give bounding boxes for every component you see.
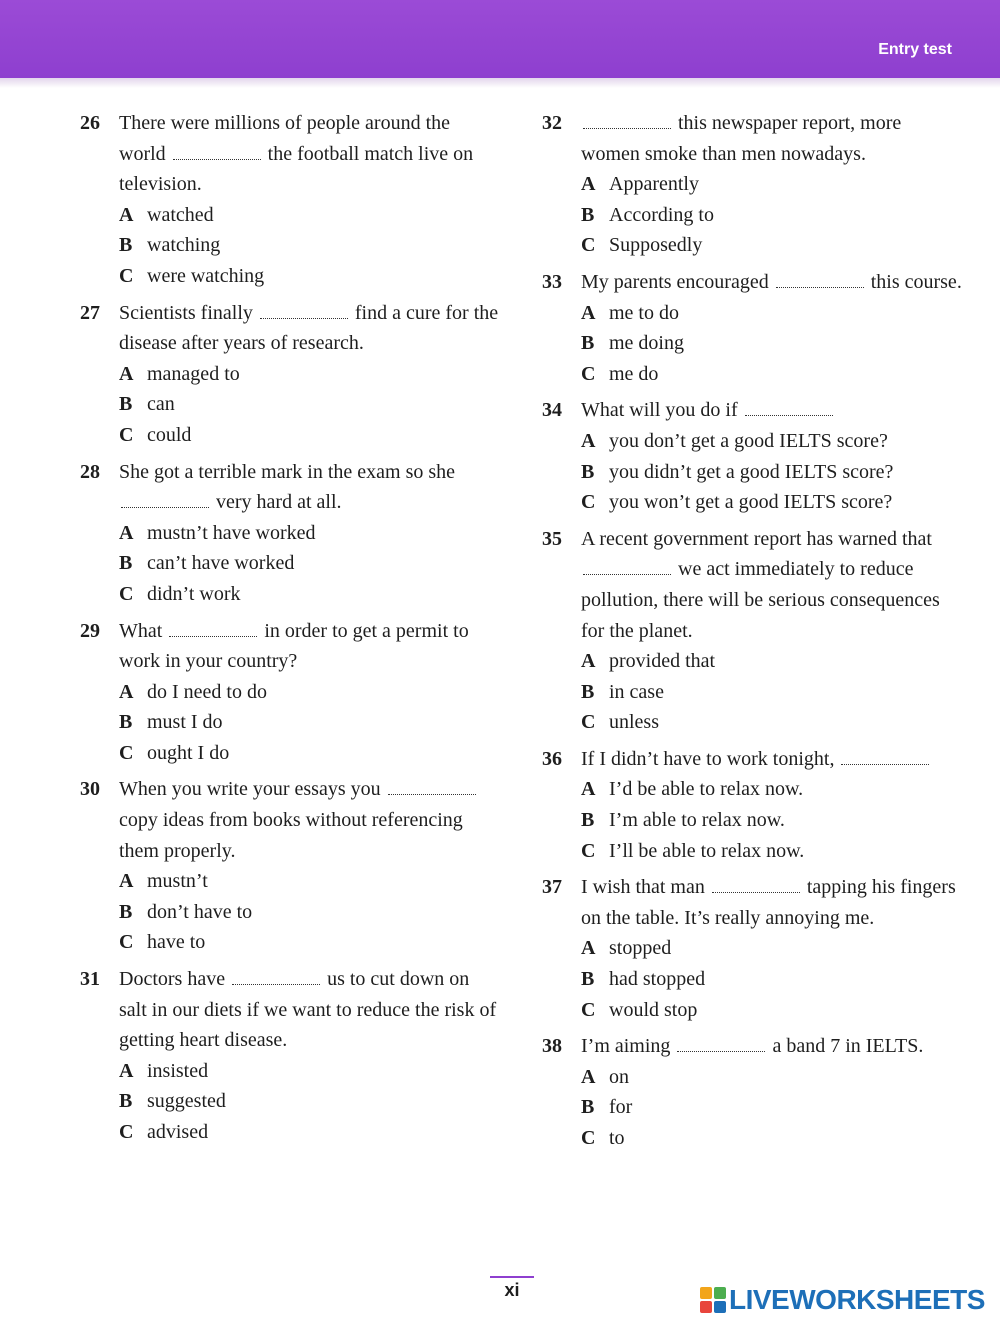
question-text-before: I’m aiming xyxy=(581,1035,671,1058)
answer-option[interactable] xyxy=(542,677,962,708)
page-number: xi xyxy=(490,1276,534,1301)
option-letter: A xyxy=(119,362,134,385)
option-letter: C xyxy=(581,362,596,385)
option-text: me doing xyxy=(609,332,684,355)
question xyxy=(542,395,962,517)
question-text xyxy=(581,524,962,646)
option-text: I’m able to relax now. xyxy=(609,809,785,832)
question-text-before: Scientists finally xyxy=(119,301,253,324)
question-number: 33 xyxy=(542,270,562,293)
answer-option[interactable] xyxy=(542,1123,962,1154)
answer-option[interactable] xyxy=(80,1056,500,1087)
question-text-before: I wish that man xyxy=(581,876,705,899)
question-text-before: When you write your essays you xyxy=(119,778,381,801)
option-letter: C xyxy=(119,741,134,764)
answer-blank[interactable] xyxy=(260,304,348,319)
answer-option[interactable] xyxy=(80,420,500,451)
option-letter: A xyxy=(581,301,596,324)
question xyxy=(80,964,500,1148)
option-text: mustn’t xyxy=(147,870,208,893)
question-row xyxy=(542,108,962,169)
answer-blank[interactable] xyxy=(583,560,671,575)
liveworksheets-logo-icon xyxy=(700,1287,726,1313)
question-number: 29 xyxy=(80,619,100,642)
watermark xyxy=(700,1284,985,1316)
question-number: 36 xyxy=(542,747,562,770)
option-text: can’t have worked xyxy=(147,552,295,575)
question-number: 35 xyxy=(542,527,562,550)
question-text-before: If I didn’t have to work tonight, xyxy=(581,747,835,770)
option-text: me do xyxy=(609,362,659,385)
answer-blank[interactable] xyxy=(169,622,257,637)
option-text: do I need to do xyxy=(147,680,267,703)
option-text: you won’t get a good IELTS score? xyxy=(609,491,893,514)
answer-option[interactable] xyxy=(80,548,500,579)
option-text: suggested xyxy=(147,1090,226,1113)
question xyxy=(80,108,500,292)
question-text xyxy=(119,108,500,200)
question-text xyxy=(581,267,962,298)
option-text: to xyxy=(609,1127,625,1149)
option-letter: C xyxy=(119,1121,134,1143)
question xyxy=(542,267,962,389)
question-text xyxy=(581,395,962,426)
option-letter: B xyxy=(581,460,595,483)
option-text: have to xyxy=(147,931,206,954)
option-letter: A xyxy=(119,521,134,544)
question-text xyxy=(119,457,500,518)
header-divider xyxy=(0,78,1000,88)
option-text: in case xyxy=(609,680,664,703)
question xyxy=(542,524,962,738)
option-text: were watching xyxy=(147,264,265,287)
option-letter: B xyxy=(581,809,595,832)
answer-option[interactable] xyxy=(80,927,500,958)
answer-option[interactable] xyxy=(542,1062,962,1093)
answer-blank[interactable] xyxy=(841,750,929,765)
question-row xyxy=(80,616,500,677)
option-letter: C xyxy=(119,582,134,605)
question xyxy=(80,774,500,958)
question-text-before: My parents encouraged xyxy=(581,270,769,293)
option-letter: A xyxy=(119,1059,134,1082)
option-text: you didn’t get a good IELTS score? xyxy=(609,460,894,483)
answer-option[interactable] xyxy=(542,169,962,200)
answer-option[interactable] xyxy=(542,805,962,836)
question-number: 37 xyxy=(542,876,562,899)
question-number: 27 xyxy=(80,301,100,324)
question-row xyxy=(80,298,500,359)
question xyxy=(80,457,500,610)
answer-blank[interactable] xyxy=(121,493,209,508)
answer-option[interactable] xyxy=(542,707,962,738)
question-row xyxy=(542,524,962,646)
question-text-after: in order to get a permit to work in your country? xyxy=(119,619,469,673)
question-row xyxy=(542,1031,962,1062)
option-letter: B xyxy=(581,680,595,703)
answer-option[interactable] xyxy=(80,230,500,261)
question-text-before: What xyxy=(119,619,163,642)
option-letter: A xyxy=(119,203,134,226)
answer-option[interactable] xyxy=(542,426,962,457)
answer-blank[interactable] xyxy=(776,273,864,288)
question-text-after: this course. xyxy=(870,270,962,293)
answer-option[interactable] xyxy=(80,200,500,231)
question-number: 32 xyxy=(542,112,562,134)
option-letter: C xyxy=(119,264,134,287)
answer-option[interactable] xyxy=(542,457,962,488)
option-letter: A xyxy=(119,680,134,703)
option-letter: C xyxy=(119,931,134,954)
answer-option[interactable] xyxy=(80,261,500,292)
option-letter: A xyxy=(119,870,134,893)
answer-option[interactable] xyxy=(80,518,500,549)
question-text-after: this newspaper report, more women smoke than men nowadays. xyxy=(581,112,902,165)
answer-option[interactable] xyxy=(542,359,962,390)
watermark-text: LIVEWORKSHEETS xyxy=(729,1284,985,1315)
question-text-after: copy ideas from books without referencing them properly. xyxy=(119,809,463,862)
answer-option[interactable] xyxy=(80,738,500,769)
option-letter: B xyxy=(119,1090,133,1113)
option-letter: C xyxy=(581,998,596,1021)
question-row xyxy=(80,774,500,866)
answer-option[interactable] xyxy=(80,579,500,610)
question-row xyxy=(80,964,500,1056)
answer-option[interactable] xyxy=(80,389,500,420)
question-text xyxy=(581,872,962,933)
option-letter: B xyxy=(581,332,595,355)
answer-option[interactable] xyxy=(80,1086,500,1117)
answer-blank[interactable] xyxy=(712,878,800,893)
answer-option[interactable] xyxy=(542,200,962,231)
answer-option[interactable] xyxy=(80,897,500,928)
question-text-before: What will you do if xyxy=(581,399,738,422)
question xyxy=(80,298,500,451)
option-letter: B xyxy=(581,1096,595,1119)
option-text: you don’t get a good IELTS score? xyxy=(609,429,888,452)
question-text-after: a band 7 in IELTS. xyxy=(772,1035,924,1058)
question-text-after: find a cure for the disease after years of research. xyxy=(119,301,499,355)
option-letter: C xyxy=(581,491,596,514)
option-text: had stopped xyxy=(609,968,706,991)
option-letter: A xyxy=(581,1065,596,1088)
option-letter: A xyxy=(581,778,596,801)
option-text: advised xyxy=(147,1121,209,1143)
question-row xyxy=(80,457,500,518)
question-row xyxy=(542,395,962,426)
option-text: insisted xyxy=(147,1059,209,1082)
option-text: managed to xyxy=(147,362,240,385)
question-number: 31 xyxy=(80,968,100,991)
question-text-after: we act immediately to reduce pollution, there will be serious consequences for the planet. xyxy=(581,558,940,642)
option-letter: B xyxy=(119,234,133,257)
answer-option[interactable] xyxy=(542,646,962,677)
question-row xyxy=(542,872,962,933)
answer-blank[interactable] xyxy=(583,114,671,129)
answer-option[interactable] xyxy=(542,230,962,261)
question-text xyxy=(581,1031,962,1062)
option-text: mustn’t have worked xyxy=(147,521,316,544)
answer-option[interactable] xyxy=(542,995,962,1026)
question-text xyxy=(581,108,962,169)
answer-option[interactable] xyxy=(542,298,962,329)
question-text-before: A recent government report has warned that xyxy=(581,527,932,550)
option-letter: C xyxy=(581,711,596,734)
option-letter: C xyxy=(581,839,596,862)
question-text-before: Doctors have xyxy=(119,968,226,991)
option-letter: A xyxy=(581,173,596,196)
answer-blank[interactable] xyxy=(745,401,833,416)
option-letter: C xyxy=(119,423,134,446)
question-text-after: very hard at all. xyxy=(216,491,342,514)
option-letter: A xyxy=(581,429,596,452)
answer-option[interactable] xyxy=(80,359,500,390)
option-letter: B xyxy=(581,203,595,226)
option-letter: B xyxy=(119,552,133,575)
option-text: stopped xyxy=(609,937,672,960)
question-text xyxy=(581,744,962,775)
question-text-after: us to cut down on salt in our diets if we want to reduce the risk of getting heart disease. xyxy=(119,968,497,1052)
question-number: 28 xyxy=(80,460,100,483)
option-letter: A xyxy=(581,937,596,960)
question xyxy=(542,1031,962,1153)
answer-option[interactable] xyxy=(80,1117,500,1148)
question-text xyxy=(119,298,500,359)
option-text: watching xyxy=(147,234,221,257)
header-bar xyxy=(0,0,1000,78)
question-text xyxy=(119,964,500,1056)
option-text: didn’t work xyxy=(147,582,241,605)
option-text: ought I do xyxy=(147,741,230,764)
question-row xyxy=(542,267,962,298)
answer-option[interactable] xyxy=(542,964,962,995)
option-letter: B xyxy=(119,393,133,416)
question-number: 38 xyxy=(542,1035,562,1058)
question-row xyxy=(542,744,962,775)
option-letter: C xyxy=(581,234,596,257)
answer-option[interactable] xyxy=(542,1092,962,1123)
option-text: Supposedly xyxy=(609,234,703,257)
option-text: I’ll be able to relax now. xyxy=(609,839,805,862)
option-text: can xyxy=(147,393,175,416)
right-question-column xyxy=(542,108,962,1160)
question-number: 30 xyxy=(80,778,100,801)
option-text: I’d be able to relax now. xyxy=(609,778,804,801)
question-text-before: She got a terrible mark in the exam so she xyxy=(119,460,456,483)
question-number: 26 xyxy=(80,112,100,134)
option-text: Apparently xyxy=(609,173,699,196)
section-title: Entry test xyxy=(878,41,952,58)
option-text: on xyxy=(609,1065,629,1088)
option-text: could xyxy=(147,423,192,446)
question-row xyxy=(80,108,500,200)
answer-option[interactable] xyxy=(542,836,962,867)
question-text-before: There were millions of people around the world xyxy=(119,112,450,165)
answer-blank[interactable] xyxy=(388,780,476,795)
question-text xyxy=(119,616,500,677)
option-letter: A xyxy=(581,650,596,673)
option-text: provided that xyxy=(609,650,716,673)
answer-option[interactable] xyxy=(542,328,962,359)
option-text: would stop xyxy=(609,998,698,1021)
option-text: me to do xyxy=(609,301,679,324)
option-text: must I do xyxy=(147,711,223,734)
question xyxy=(542,744,962,866)
answer-option[interactable] xyxy=(80,677,500,708)
question xyxy=(542,872,962,1025)
answer-blank[interactable] xyxy=(677,1037,765,1052)
option-text: for xyxy=(609,1096,633,1119)
option-text: watched xyxy=(147,203,214,226)
question xyxy=(80,616,500,769)
answer-blank[interactable] xyxy=(232,970,320,985)
question xyxy=(542,108,962,261)
option-letter: B xyxy=(119,900,133,923)
option-letter: C xyxy=(581,1127,596,1149)
option-text: don’t have to xyxy=(147,900,253,923)
question-text xyxy=(119,774,500,866)
option-letter: B xyxy=(581,968,595,991)
answer-option[interactable] xyxy=(542,487,962,518)
option-text: According to xyxy=(609,203,714,226)
answer-option[interactable] xyxy=(80,866,500,897)
answer-option[interactable] xyxy=(542,933,962,964)
answer-option[interactable] xyxy=(80,707,500,738)
answer-blank[interactable] xyxy=(173,145,261,160)
option-text: unless xyxy=(609,711,659,734)
question-text-after: tapping his fingers on the table. It’s really annoying me. xyxy=(581,876,956,929)
left-question-column xyxy=(80,108,500,1154)
option-letter: B xyxy=(119,711,133,734)
question-number: 34 xyxy=(542,399,562,422)
answer-option[interactable] xyxy=(542,774,962,805)
question-text-after: the football match live on television. xyxy=(119,142,474,196)
